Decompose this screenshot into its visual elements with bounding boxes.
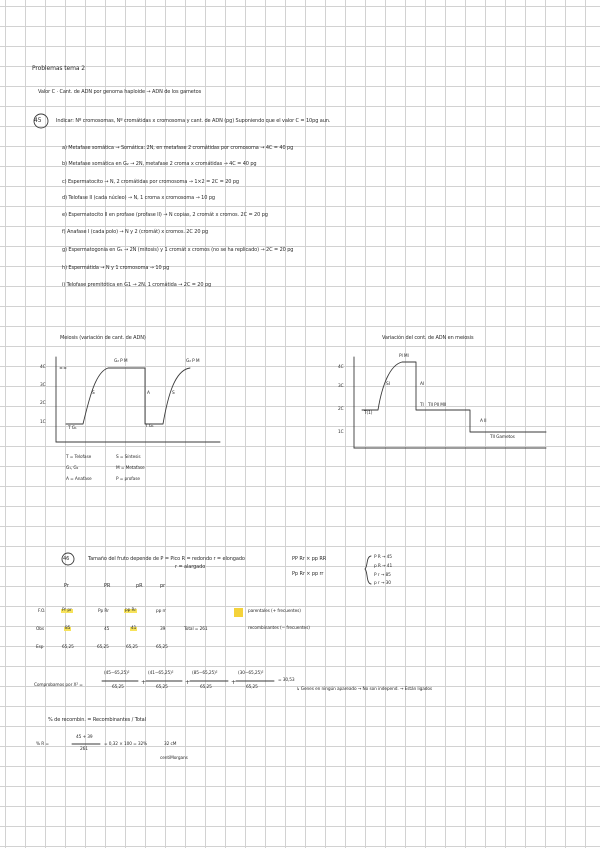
table-header-pr-2: pr — [160, 583, 166, 589]
parental-highlight-swatch — [234, 608, 243, 617]
ex45-item-c: c) Espermatocito → N, 2 cromátidas por cromosoma → 1×2 = 2C = 20 pg — [62, 179, 239, 185]
chart-left-label-s-1: S — [92, 391, 95, 396]
exercise-45-number: 45 — [34, 117, 42, 124]
chart-right-y-2c: 2C — [338, 407, 344, 412]
chart-right-label-si: SI — [386, 382, 390, 387]
chi-term-2: (41−65,25)² — [148, 671, 174, 676]
chart-right-label-aii: A II — [480, 419, 487, 424]
recomb-unit: 32 cM — [164, 742, 177, 747]
exercise-46-cross-a: PP Rr × pp RR — [292, 556, 327, 562]
recomb-title: % de recombin. = Recombinantes / Total — [48, 717, 146, 723]
chart-left-legend-4: S = Síntesis — [116, 455, 141, 460]
row-esp-cell-3: 65,25 — [126, 645, 138, 650]
recomb-numerator: 45 + 39 — [76, 735, 93, 740]
chi-den-3: 65,25 — [200, 685, 212, 690]
chi-den-2: 65,25 — [156, 685, 168, 690]
row-obs-cell-2: 45 — [104, 627, 110, 632]
chart-right-label-ti: TI — [420, 403, 424, 408]
chi-term-3: (85−65,25)² — [192, 671, 218, 676]
chart-left-legend-1: T = Telofase — [66, 455, 92, 460]
exercise-46-number: 46 — [63, 556, 70, 562]
row-fo-cell-1: Pr pr — [62, 608, 72, 613]
chi-conclusion: ↳ Genes en ningún apareado → No son independ. → Están ligados — [296, 687, 433, 692]
chart-right-label-tii-pii-mii: TII PII MII — [428, 403, 447, 408]
row-esp-label: Esp — [36, 645, 44, 650]
table-header-pr: Pr — [64, 583, 69, 589]
chart-right-y-3c: 3C — [338, 384, 344, 389]
row-esp-cell-4: 65,25 — [156, 645, 168, 650]
ex45-item-a: a) Metafase somática → Somática: 2N, en metafase 2 cromátidas por cromosoma → 4C = 40 pg — [62, 145, 294, 151]
row-esp-cell-2: 65,25 — [97, 645, 109, 650]
chart-left-y-2c: 2C — [40, 401, 46, 406]
exercise-46-cross-b: Pp Rr × pp rr — [292, 571, 324, 577]
chart-left-y-4c: 4C — [40, 365, 46, 370]
page-subtitle: Valor C · Cant. de ADN por genoma haploide → ADN de los gametos — [38, 89, 202, 95]
row-obs-cell-3: 41 — [131, 626, 137, 631]
chi-result: = 30,53 — [278, 678, 295, 683]
ex45-item-e: e) Espermatocito II en profase (profase II) → N copias, 2 cromát x cromos. 2C = 20 pg — [62, 212, 268, 218]
ex45-item-b: b) Metafase somática en G₂ → 2N, metafase 2 croma x cromátidas → 4C = 40 pg — [62, 161, 257, 167]
chart-right-title: Variación del cont. de ADN en meiosis — [382, 335, 474, 341]
legend-recombinantes: recombinantes (− frecuentes) — [248, 626, 310, 631]
svg-text:+: + — [141, 679, 147, 686]
chart-left-label-a: A — [147, 391, 150, 396]
chart-left-legend-3: A = Anafase — [66, 477, 92, 482]
row-fo-cell-4: pp rr — [156, 609, 166, 614]
row-obs-cell-4: 39 — [160, 627, 166, 632]
row-obs-label: Obs — [36, 627, 45, 632]
row-fo-label: F.O. — [38, 609, 46, 614]
chart-left-title: Meiosis (variación de cant. de ADN) — [60, 335, 146, 341]
bracket-item-1: P R → 45 — [374, 555, 392, 560]
chart-left-legend-5: M = Metafase — [116, 466, 145, 471]
chart-left-label-g2pm-1: G₂ P M — [114, 359, 128, 364]
chi-term-1: (45−65,25)² — [104, 671, 130, 676]
ex45-item-h: h) Espermátida → N y 1 cromosoma → 10 pg — [62, 265, 170, 271]
bracket-item-4: p r → 30 — [374, 581, 391, 586]
chi-den-4: 65,25 — [246, 685, 258, 690]
page-title: Problemas tema 2 — [32, 65, 85, 72]
recomb-denominator: 261 — [80, 747, 88, 752]
chart-right-y-1c: 1C — [338, 430, 344, 435]
table-header-PR: PR — [104, 583, 111, 589]
row-obs-cell-1: 85 — [65, 626, 71, 631]
chart-left-legend-2: G₁, G₂ — [66, 466, 79, 471]
ex45-item-i: i) Telofase premitótica en G1 → 2N, 1 cromátida → 2C = 20 pg — [62, 282, 212, 288]
chart-left-label-s-2: S — [172, 391, 175, 396]
chart-right-label-gametos: TII Gametos — [490, 435, 515, 440]
ex45-item-d: d) Telofase II (cada núcleo) → N, 1 croma x cromosoma → 10 pg — [62, 195, 215, 201]
chi-label: Comprobamos por X² = — [34, 683, 83, 688]
recomb-small: centiMorgans — [160, 756, 188, 761]
chart-right-label-ai: AI — [420, 382, 425, 387]
chart-left-y-3c: 3C — [40, 383, 46, 388]
chart-right-label-pimi: PI MI — [399, 354, 409, 359]
chart-left-label-tg1-2: T G₁ — [145, 424, 154, 429]
exercise-45-statement: Indicar: Nº cromosomas, Nº cromátidas x cromosoma y cant. de ADN (pg) Suponiendo que el valor C = 10pg aun. — [56, 118, 331, 124]
bracket-item-3: P r → 85 — [374, 573, 391, 578]
chart-left-label-g2pm-2: G₂ P M — [186, 359, 200, 364]
legend-parentales: parentales (+ frecuentes) — [248, 609, 301, 614]
ex45-item-f: f) Anafase I (cada polo) → N y 2 (cromát) x cromos. 2C 20 pg — [62, 229, 209, 235]
table-header-pR: pR — [136, 583, 143, 589]
chart-left-legend-6: P = profase — [116, 477, 140, 482]
svg-text:+: + — [231, 679, 237, 686]
row-esp-cell-1: 65,25 — [62, 645, 74, 650]
row-fo-cell-3: pp Rr — [125, 608, 137, 613]
row-fo-cell-2: Pp Rr — [98, 609, 109, 614]
chart-right-y-4c: 4C — [338, 365, 344, 370]
chart-left-label-tg1-1: T G₁ — [68, 426, 77, 431]
ex45-item-g: g) Espermatogonia en G₁ → 2N (mitosis) y 1 cromát x cromos (no se ha replicado) → 2C = 20 pg — [62, 247, 294, 253]
bracket-item-2: p R → 41 — [374, 564, 393, 569]
row-obs-total: Total = 261 — [184, 627, 208, 632]
chart-right-label-t1: T(1) — [364, 411, 373, 416]
exercise-46-statement-2: r = alargado — [175, 564, 206, 570]
svg-text:+: + — [185, 679, 191, 686]
recomb-result: = 0,32 × 100 = 32% — [104, 742, 148, 747]
chart-left-y-1c: 1C — [40, 420, 46, 425]
recomb-prefix: % R = — [36, 742, 49, 747]
exercise-46-statement: Tamaño del fruto depende de P = Pico R = redondo r = elongado — [88, 556, 245, 562]
chi-den-1: 65,25 — [112, 685, 124, 690]
chi-term-4: (30−65,25)² — [238, 671, 264, 676]
